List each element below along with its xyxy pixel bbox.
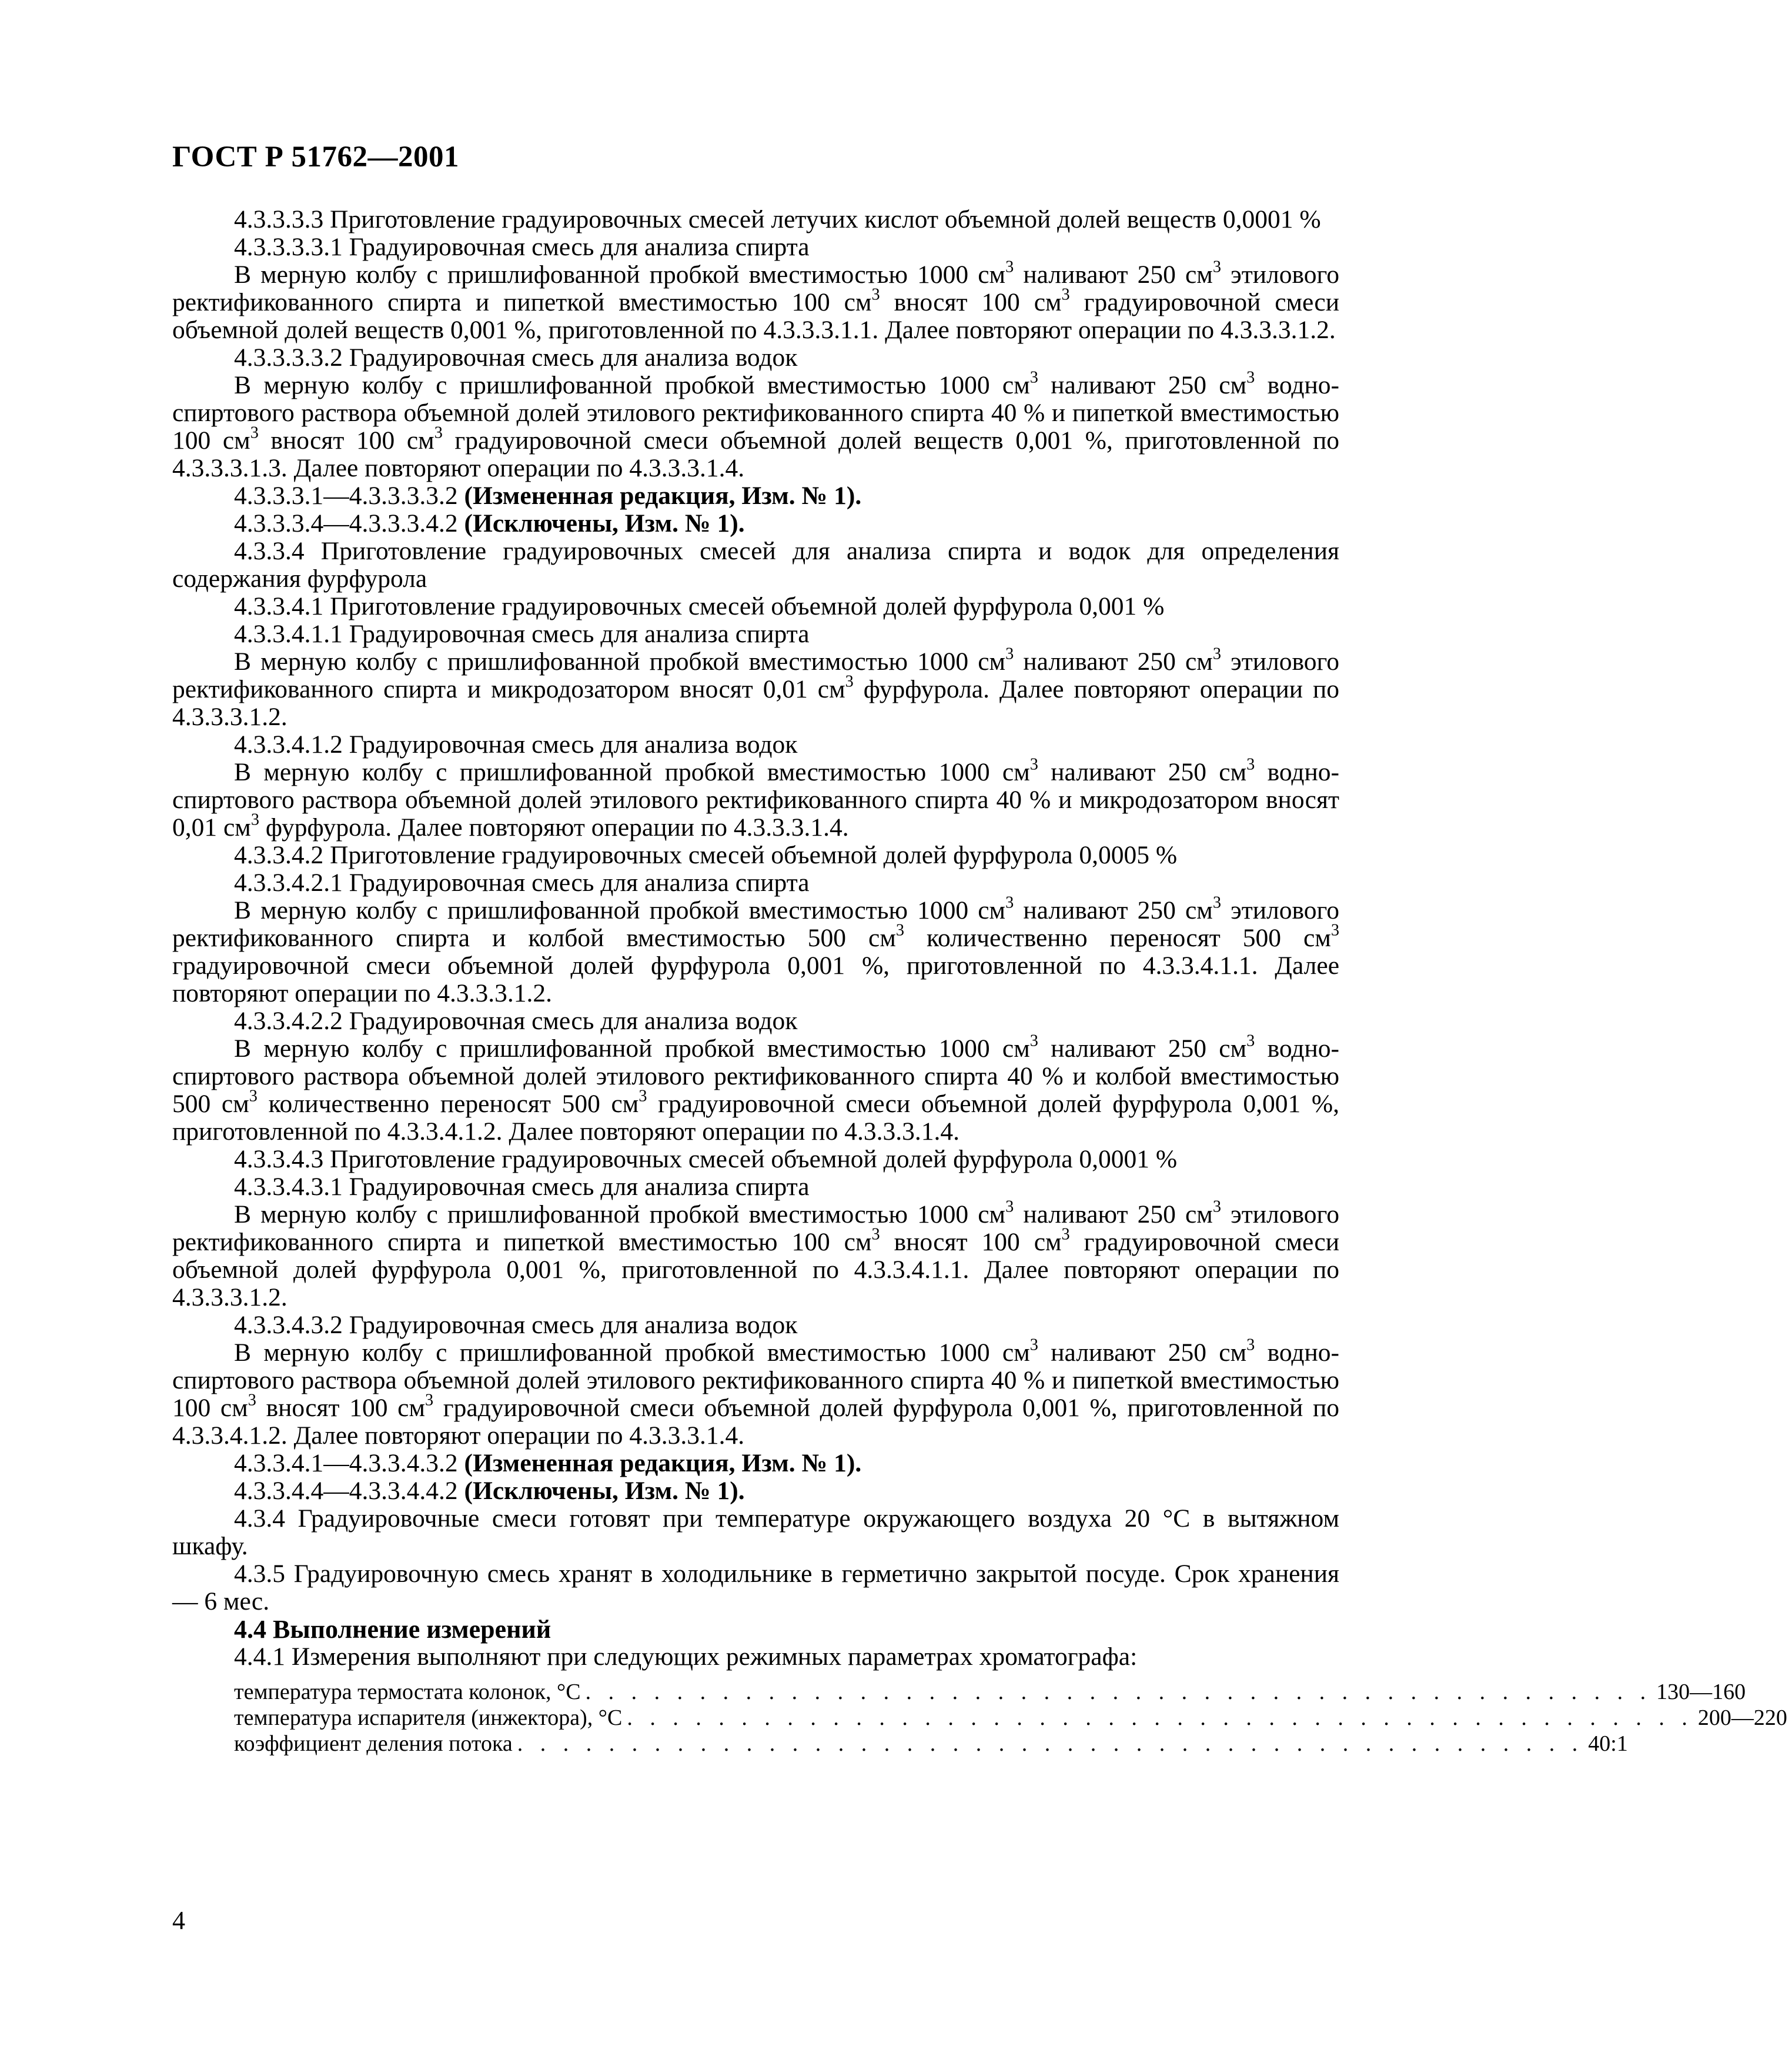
paragraph: В мерную колбу с пришлифованной пробкой вместимостью 1000 $см^3$ наливают 250 $см^3$ водно-спиртового раствора объемной долей этилового ректификованного спирта 40 % и микродозатором вносят 0,01 $см^3$ фурфурола. Далее повторяют операции по 4.3.3.3.1.4. [172, 755, 1339, 842]
paragraph: 4.3.4 Градуировочные смеси готовят при температуре окружающего воздуха 20 °С в вытяжном шкафу. [172, 1504, 1339, 1560]
subsection-heading: 4.3.3.4.1.1 Градуировочная смесь для анализа спирта [234, 620, 810, 648]
page-number: 4 [172, 1906, 185, 1935]
parameter-value: 200—220 [1697, 1705, 1787, 1730]
subsection-heading: 4.3.3.4.3 Приготовление градуировочных смесей объемной долей фурфурола 0,0001 % [234, 1145, 1178, 1173]
subsection-heading: 4.3.3.4.1 Приготовление градуировочных смесей объемной долей фурфурола 0,001 % [234, 592, 1165, 620]
dot-leader: . . . . . . . . . . . . . . . . . . . . . . . . . . . . . . . . . . . . . . . . . . . . . . . [517, 1731, 1584, 1756]
paragraph: В мерную колбу с пришлифованной пробкой вместимостью 1000 $см^3$ наливают 250 $см^3$ этилового ректификованного спирта и колбой вместимостью 500 $см^3$ количественно переносят 500 $см^3$ градуировочной смеси объемной долей фурфурола 0,001 %, приготовленной по 4.3.3.4.1.1. Далее повторяют операции по 4.3.3.3.1.2. [172, 893, 1340, 1007]
subsection-heading: 4.3.3.4.2.1 Градуировочная смесь для анализа спирта [234, 869, 810, 897]
text-line: 4.3.3.3.3 Приготовление градуировочных смесей летучих кислот объемной долей веществ 0,0001 % [234, 205, 1321, 233]
parameter-value: 130—160 [1656, 1680, 1746, 1704]
parameter-row [234, 1705, 1787, 1731]
paragraph [172, 206, 1339, 233]
parameter-label: температура термостата колонок, °С [234, 1680, 581, 1704]
parameters-list [234, 1679, 1787, 1757]
paragraph: 4.4.1 Измерения выполняют при следующих режимных параметрах хроматографа: [234, 1643, 1138, 1671]
parameter-row [234, 1679, 1746, 1705]
section-heading: 4.4 Выполнение измерений [234, 1615, 551, 1644]
paragraph: В мерную колбу с пришлифованной пробкой вместимостью 1000 $см^3$ наливают 250 $см^3$ этилового ректификованного спирта и пипеткой вместимостью 100 $см^3$ вносят 100 $см^3$ градуировочной смеси объемной долей фурфурола 0,001 %, приготовленной по 4.3.3.4.1.1. Далее повторяют операции по 4.3.3.3.1.2. [172, 1197, 1340, 1311]
parameter-row [234, 1731, 1628, 1757]
subsection-heading: 4.3.3.4.1.2 Градуировочная смесь для анализа водок [234, 730, 798, 759]
document-body [172, 205, 1787, 1757]
subsection-heading: 4.3.3.4.3.1 Градуировочная смесь для анализа спирта [234, 1173, 810, 1201]
subsection-heading: 4.3.3.4.2 Приготовление градуировочных смесей объемной долей фурфурола 0,0005 % [234, 841, 1178, 869]
amendment-note: 4.3.3.4.4—4.3.3.4.4.2 (Исключены, Изм. № 1). [234, 1477, 745, 1505]
subsection-heading: 4.3.3.3.3.1 Градуировочная смесь для анализа спирта [234, 233, 810, 261]
amendment-note: 4.3.3.3.4—4.3.3.3.4.2 (Исключены, Изм. № 1). [234, 509, 745, 538]
paragraph: В мерную колбу с пришлифованной пробкой вместимостью 1000 $см^3$ наливают 250 $см^3$ водно-спиртового раствора объемной долей этилового ректификованного спирта 40 % и пипеткой вместимостью 100 $см^3$ вносят 100 $см^3$ градуировочной смеси объемной долей фурфурола 0,001 %, приготовленной по 4.3.3.4.1.2. Далее повторяют операции по 4.3.3.3.1.4. [172, 1336, 1340, 1450]
dot-leader: . . . . . . . . . . . . . . . . . . . . . . . . . . . . . . . . . . . . . . . . . . . . . . . [627, 1705, 1693, 1730]
paragraph: В мерную колбу с пришлифованной пробкой вместимостью 1000 $см^3$ наливают 250 $см^3$ водно-спиртового раствора объемной долей этилового ректификованного спирта 40 % и пипеткой вместимостью 100 $см^3$ вносят 100 $см^3$ градуировочной смеси объемной долей веществ 0,001 %, приготовленной по 4.3.3.3.1.3. Далее повторяют операции по 4.3.3.3.1.4. [172, 368, 1339, 482]
parameter-label: коэффициент деления потока [234, 1731, 513, 1756]
paragraph: В мерную колбу с пришлифованной пробкой вместимостью 1000 $см^3$ наливают 250 $см^3$ этилового ректификованного спирта и пипеткой вместимостью 100 $см^3$ вносят 100 $см^3$ градуировочной смеси объемной долей веществ 0,001 %, приготовленной по 4.3.3.3.1.1. Далее повторяют операции по 4.3.3.3.1.2. [172, 258, 1340, 344]
amendment-note: 4.3.3.3.1—4.3.3.3.3.2 (Измененная редакция, Изм. № 1). [234, 482, 862, 510]
paragraph: В мерную колбу с пришлифованной пробкой вместимостью 1000 $см^3$ наливают 250 $см^3$ водно-спиртового раствора объемной долей этилового ректификованного спирта 40 % и колбой вместимостью 500 $см^3$ количественно переносят 500 $см^3$ градуировочной смеси объемной долей фурфурола 0,001 %, приготовленной по 4.3.3.4.1.2. Далее повторяют операции по 4.3.3.3.1.4. [172, 1032, 1339, 1146]
subsection-heading: 4.3.3.3.3.2 Градуировочная смесь для анализа водок [234, 343, 798, 372]
parameter-label: температура испарителя (инжектора), °С [234, 1705, 623, 1730]
subsection-heading: 4.3.3.4 Приготовление градуировочных смесей для анализа спирта и водок для определения содержания фурфурола [172, 537, 1339, 593]
amendment-note: 4.3.3.4.1—4.3.3.4.3.2 (Измененная редакция, Изм. № 1). [234, 1449, 862, 1477]
subsection-heading: 4.3.3.4.2.2 Градуировочная смесь для анализа водок [234, 1007, 798, 1035]
paragraph: 4.3.5 Градуировочную смесь хранят в холодильнике в герметично закрытой посуде. Срок хранения — 6 мес. [172, 1560, 1339, 1615]
subsection-heading: 4.3.3.4.3.2 Градуировочная смесь для анализа водок [234, 1311, 798, 1339]
document-header: ГОСТ Р 51762—2001 [172, 141, 459, 173]
parameter-value: 40:1 [1588, 1731, 1628, 1756]
paragraph: В мерную колбу с пришлифованной пробкой вместимостью 1000 $см^3$ наливают 250 $см^3$ этилового ректификованного спирта и микродозатором вносят 0,01 $см^3$ фурфурола. Далее повторяют операции по 4.3.3.3.1.2. [172, 645, 1340, 731]
dot-leader: . . . . . . . . . . . . . . . . . . . . . . . . . . . . . . . . . . . . . . . . . . . . . . . [585, 1680, 1652, 1704]
